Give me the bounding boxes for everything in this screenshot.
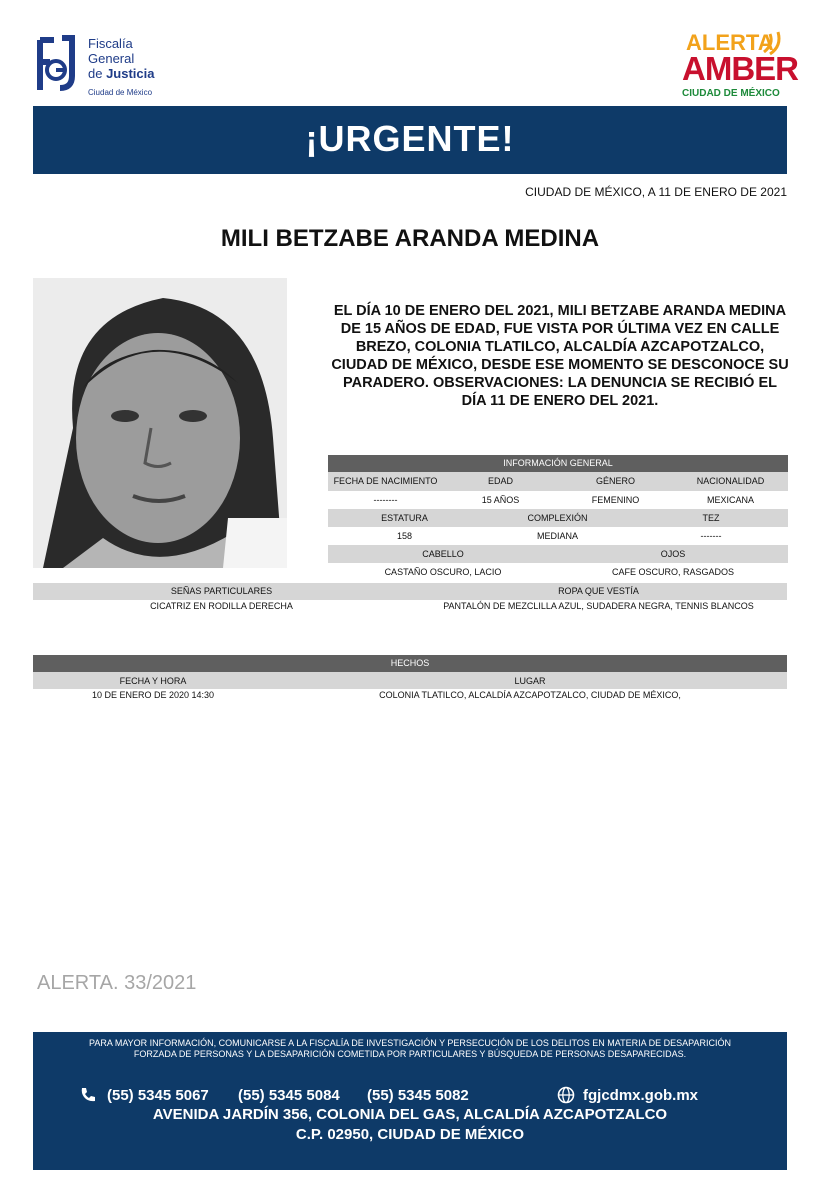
website-link[interactable]: fgjcdmx.gob.mx <box>583 1087 699 1104</box>
footer-info-line-1: PARA MAYOR INFORMACIÓN, COMUNICARSE A LA FISCALÍA DE INVESTIGACIÓN Y PERSECUCIÓN DE LOS DELITOS EN MATERIA DE DESAPARICIÓN <box>89 1038 731 1048</box>
value-nacionalidad: MEXICANA <box>706 495 754 505</box>
label-senas-particulares: SEÑAS PARTICULARES <box>170 586 273 596</box>
hechos-title: HECHOS <box>33 655 787 672</box>
alerta-word: ALERTA <box>686 30 774 55</box>
cdmx-word: CIUDAD DE MÉXICO <box>682 88 780 99</box>
label-edad: EDAD <box>487 476 513 486</box>
value-fecha-hora: 10 DE ENERO DE 2020 14:30 <box>91 690 215 700</box>
info-labels-row-2 <box>328 509 788 527</box>
value-ojos: CAFE OSCURO, RASGADOS <box>611 567 735 577</box>
globe-icon <box>557 1086 575 1104</box>
value-tez: ------- <box>700 531 722 541</box>
value-lugar: COLONIA TLATILCO, ALCALDÍA AZCAPOTZALCO, CIUDAD DE MÉXICO, <box>379 690 681 700</box>
label-tez: TEZ <box>702 513 720 523</box>
label-fecha-nacimiento: FECHA DE NACIMIENTO <box>333 476 438 486</box>
footer-info-line-2: FORZADA DE PERSONAS Y LA DESAPARICIÓN COMETIDA POR PARTICULARES Y BÚSQUEDA DE PERSONAS DESAPARECIDAS. <box>133 1049 687 1059</box>
phone-1[interactable]: (55) 5345 5067 <box>107 1087 209 1104</box>
date-line: CIUDAD DE MÉXICO, A 11 DE ENERO DE 2021 <box>525 185 787 199</box>
hechos-values-row <box>33 689 787 703</box>
label-estatura: ESTATURA <box>381 513 428 523</box>
features-values-row <box>33 600 787 614</box>
alert-number: ALERTA. 33/2021 <box>37 972 197 994</box>
label-cabello: CABELLO <box>422 549 464 559</box>
broadcast-waves-icon <box>760 30 786 56</box>
label-nacionalidad: NACIONALIDAD <box>696 476 765 486</box>
fgj-logo <box>32 30 172 102</box>
phone-3[interactable]: (55) 5345 5082 <box>367 1087 469 1104</box>
label-ojos: OJOS <box>660 549 686 559</box>
phone-2[interactable]: (55) 5345 5084 <box>238 1087 340 1104</box>
label-ropa: ROPA QUE VESTÍA <box>558 586 639 596</box>
logo-line-3: de Justicia <box>88 66 155 81</box>
fgj-emblem-icon <box>32 32 80 98</box>
logo-line-4: Ciudad de México <box>88 88 153 97</box>
amber-word: AMBER <box>682 50 798 87</box>
label-fecha-hora: FECHA Y HORA <box>119 676 187 686</box>
value-edad: 15 AÑOS <box>481 495 520 505</box>
info-values-row-1 <box>328 491 788 509</box>
logo-line-1: Fiscalía <box>88 36 133 51</box>
value-cabello: CASTAÑO OSCURO, LACIO <box>384 567 502 577</box>
value-genero: FEMENINO <box>591 495 640 505</box>
footer-contacts <box>33 1086 787 1106</box>
info-values-row-3 <box>328 563 788 581</box>
label-genero: GÉNERO <box>595 476 635 486</box>
info-values-row-2 <box>328 527 788 545</box>
alerta-amber-logo <box>680 26 798 102</box>
info-labels-row-3 <box>328 545 788 563</box>
portrait-image <box>33 278 287 568</box>
hechos-labels-row <box>33 672 787 689</box>
case-narrative: EL DÍA 10 DE ENERO DEL 2021, MILI BETZABE ARANDA MEDINA DE 15 AÑOS DE EDAD, FUE VISTA POR ÚLTIMA VEZ EN CALLE BREZO, COLONIA TLATILCO, ALCALDÍA AZCAPOTZALCO, CIUDAD DE MÉXICO, DESDE ESE MOMENTO SE DESCONOCE SU PARADERO. OBSERVACIONES: LA DENUNCIA SE RECIBIÓ EL DÍA 11 DE ENERO DEL 2021. <box>331 303 789 409</box>
value-senas-particulares: CICATRIZ EN RODILLA DERECHA <box>150 601 293 611</box>
person-name: MILI BETZABE ARANDA MEDINA <box>220 225 600 252</box>
label-complexion: COMPLEXIÓN <box>527 513 588 523</box>
features-labels-row <box>33 583 787 600</box>
value-ropa: PANTALÓN DE MEZCLILLA AZUL, SUDADERA NEGRA, TENNIS BLANCOS <box>443 601 754 611</box>
footer-info <box>33 1038 787 1060</box>
value-estatura: 158 <box>396 531 413 541</box>
contact-footer <box>33 1032 787 1170</box>
value-complexion: MEDIANA <box>536 531 578 541</box>
value-fecha-nacimiento: -------- <box>373 495 398 505</box>
info-labels-row-1 <box>328 472 788 491</box>
logo-line-2: General <box>88 51 135 66</box>
address-line-1: AVENIDA JARDÍN 356, COLONIA DEL GAS, ALCALDÍA AZCAPOTZALCO <box>152 1106 668 1123</box>
person-photo <box>33 278 287 568</box>
phone-icon <box>79 1086 97 1104</box>
address-line-2: C.P. 02950, CIUDAD DE MÉXICO <box>295 1126 525 1143</box>
info-title: INFORMACIÓN GENERAL <box>328 455 788 472</box>
label-lugar: LUGAR <box>514 676 546 686</box>
urgent-banner: ¡URGENTE! <box>33 106 787 174</box>
